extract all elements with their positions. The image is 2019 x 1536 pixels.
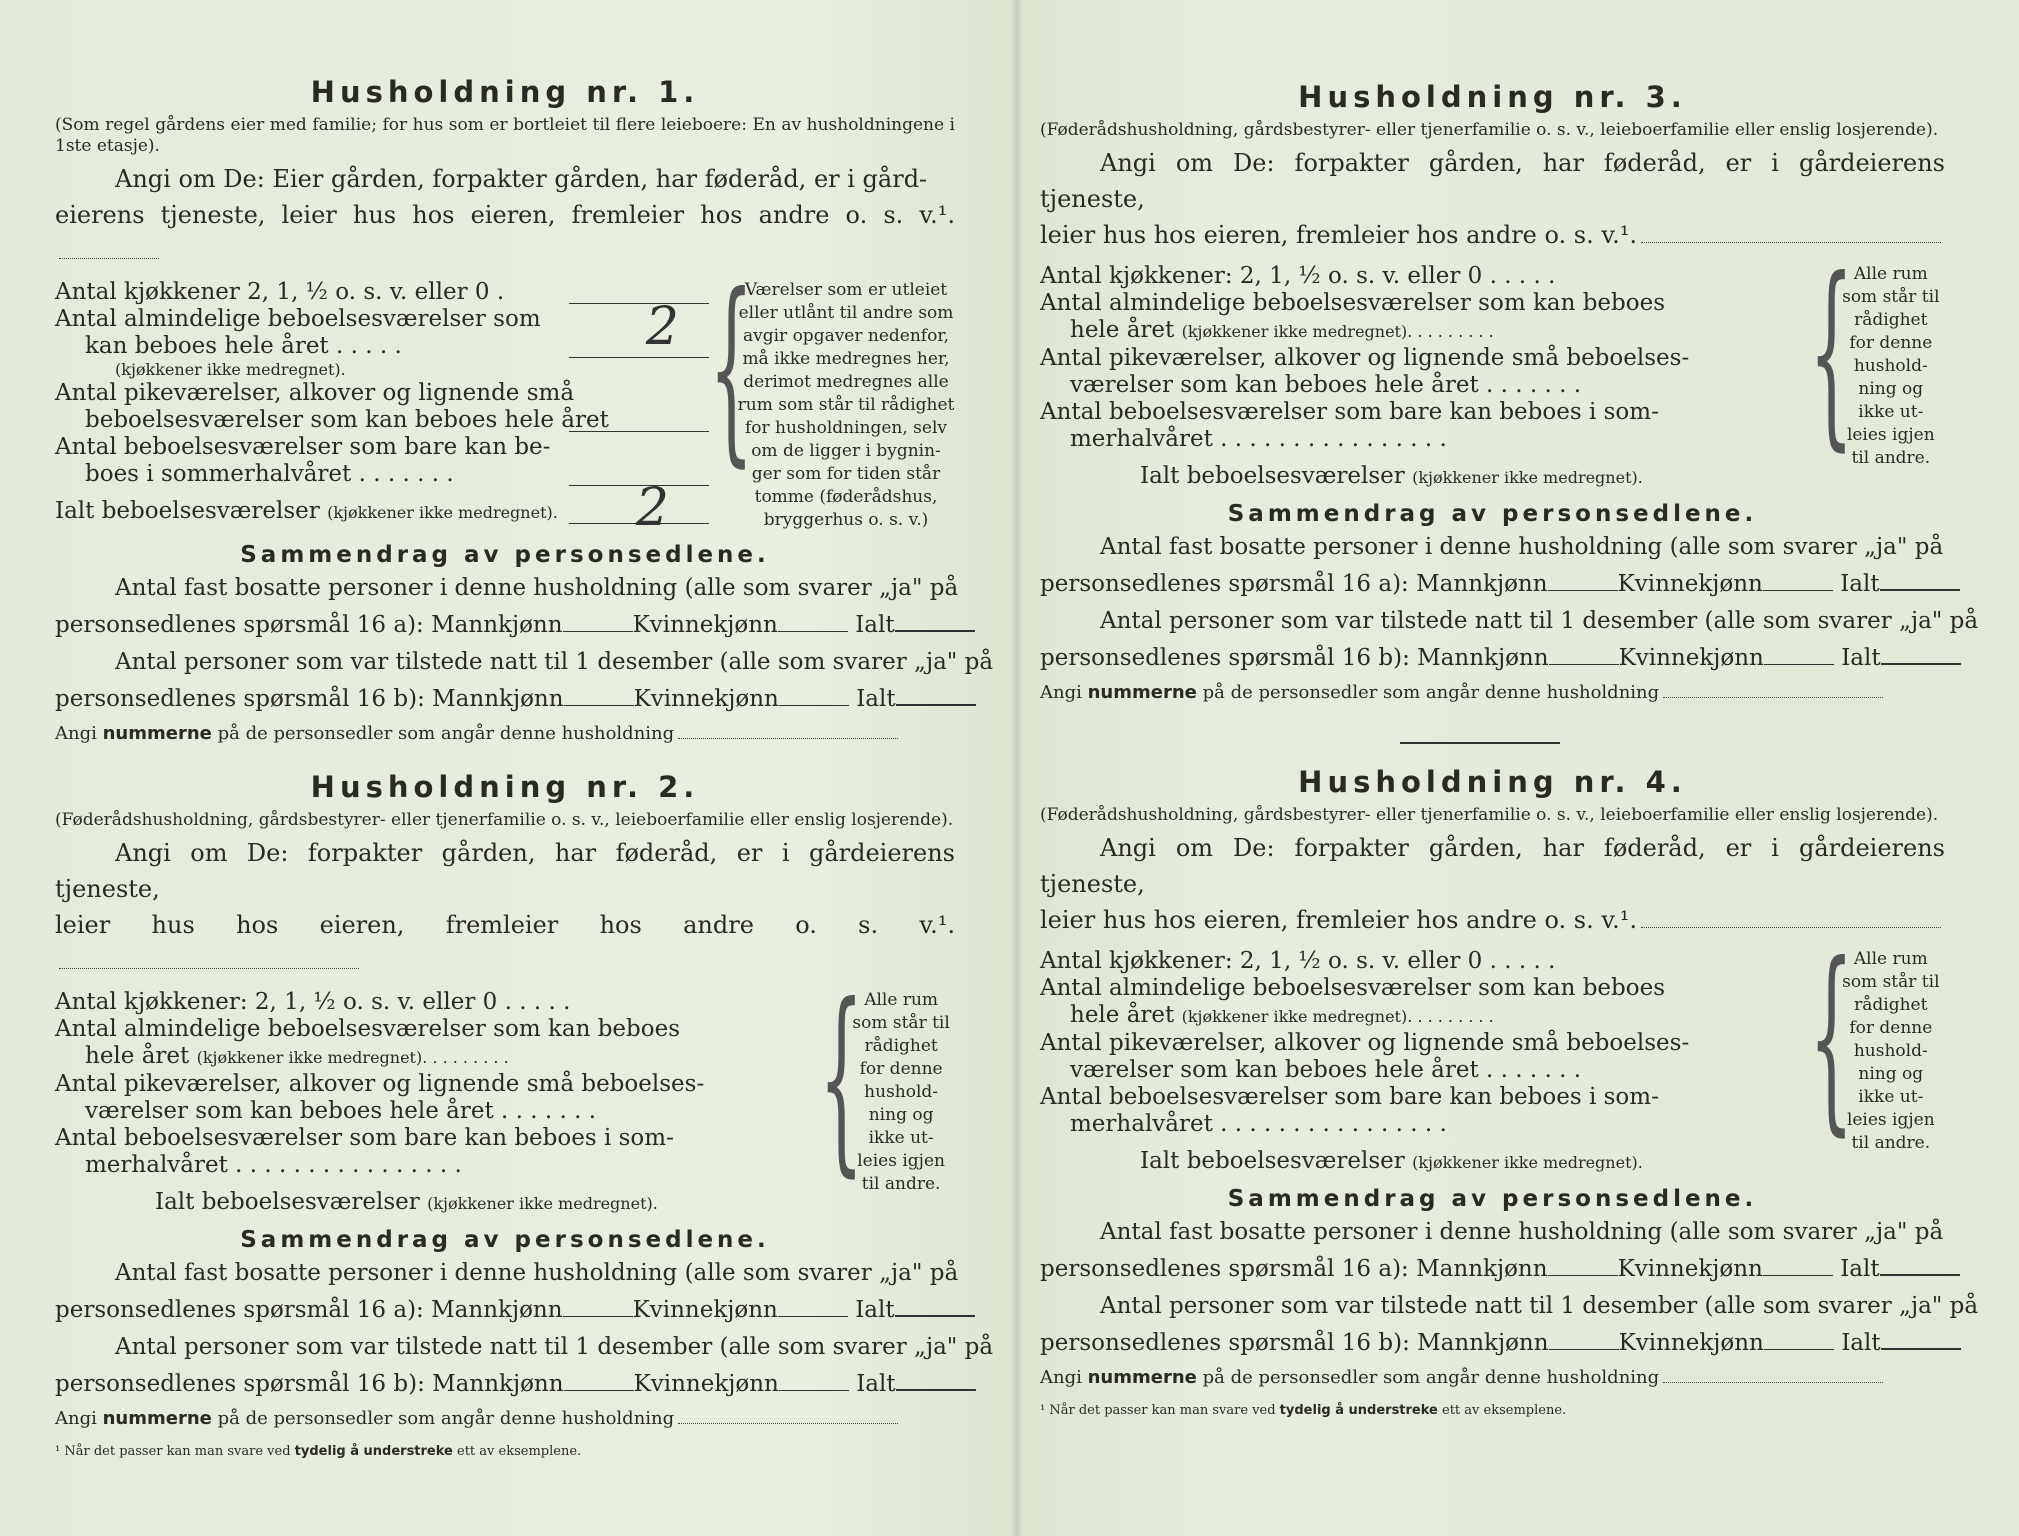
h3-numbers-field[interactable] [1663,696,1883,698]
h4-16a-female[interactable] [1763,1274,1833,1276]
ordinary-rooms-field[interactable] [569,356,709,358]
brace-icon: { [1808,236,1854,469]
h2-16b-female[interactable] [779,1389,849,1391]
h3-16a-female[interactable] [1763,589,1833,591]
household-3: Husholdning nr. 3. (Føderådshusholdning, gårdsbestyrer- eller tjenerfamilie o. s. v., leieboerfamilie eller enslig losjerende). Angi om De: forpakter gården, har føderåd, er i gårdeierens tjeneste, leier hus hos eieren, fremleier hos andre o. s. v.¹. Antal kjøkkener: 2, 1, ½ o. s. v. eller 0 . . . . . Antal almindelige beboelsesværelser som kan beboes hele året (kjøkkener ikke medregnet). . . . . . . . . Antal pikeværelser, alkover og lignende små beboelses- værelser som kan beboes hele året . . . . . . . Antal beboelsesværelser som bare kan beboes i som- merhalvåret . . . . . . . . . . . . . . . . Ialt beboelsesværelser (kjøkkener ikke medregnet). { Alle rum som står til rådighet for denne hushold- ning og ikke ut- leies igjen til andre. Sammendrag av personsedlene. Antal fast bosatte personer i denne husholdning (alle som svarer „ja" på personsedlenes spørsmål 16 a): Mannkjønn Kvinnekjønn Ialt Antal personer som var tilstede natt til 1 desember (alle som svarer „ja" på personsedlenes spørsmål 16 b): Mannkjønn Kvinnekjønn Ialt Angi nummerne på de personsedler som angår denne husholdning [1040,80,1979,703]
h4-16a-total[interactable] [1880,1273,1960,1276]
h3-16b-total[interactable] [1881,662,1961,665]
h4-16a-male[interactable] [1548,1274,1618,1276]
small-rooms-field[interactable] [569,430,709,432]
household-1-question: Angi om De: Eier gården, forpakter gården, har føderåd, er i gård- [115,165,928,193]
footnote-left: ¹ Når det passer kan man svare ved tydelig å understreke ett av eksemplene. [55,1444,582,1459]
h2-16b-male[interactable] [564,1389,634,1391]
h2-16a-female[interactable] [778,1315,848,1317]
household-4-title: Husholdning nr. 4. [1298,765,1687,799]
handwritten-rooms-value: 2 [645,297,679,357]
h1-16a-male[interactable] [563,630,633,632]
h3-16a-total[interactable] [1880,588,1960,591]
h2-16a-male[interactable] [563,1315,633,1317]
brace-icon: { [819,962,864,1195]
h4-16b-male[interactable] [1549,1348,1619,1350]
household-1-question-cont: eierens tjeneste, leier hus hos eieren, fremleier hos andre o. s. v.¹. [55,201,955,229]
h1-16b-female[interactable] [779,704,849,706]
handwritten-total-value: 2 [635,478,669,538]
household-1-summary-title: Sammendrag av personsedlene. [240,542,770,568]
household-1-side-note: Værelser som er utleiet eller utlånt til andre som avgir opgaver nedenfor, må ikke medregnes her, derimot medregnes alle rum som står til rådighet for husholdningen, selv om de ligger i bygnin- ger som for tiden står tomme (føderådshus, bryggerhus o. s. v.) [737,280,955,530]
household-1-note: (Som regel gårdens eier med familie; for hus som er bortleiet til flere leieboere: En av husholdningene i 1ste etasje). [55,115,955,156]
h4-16b-total[interactable] [1881,1347,1961,1350]
h4-answer-field[interactable] [1641,926,1941,928]
household-1-title: Husholdning nr. 1. [310,75,700,109]
h3-answer-field[interactable] [1641,241,1941,243]
household-1-answer-field[interactable] [59,257,159,259]
household-2-title: Husholdning nr. 2. [310,770,700,804]
household-4: Husholdning nr. 4. (Føderådshusholdning, gårdsbestyrer- eller tjenerfamilie o. s. v., leieboerfamilie eller enslig losjerende). Angi om De: forpakter gården, har føderåd, er i gårdeierens tjeneste, leier hus hos eieren, fremleier hos andre o. s. v.¹. Antal kjøkkener: 2, 1, ½ o. s. v. eller 0 . . . . . Antal almindelige beboelsesværelser som kan beboes hele året (kjøkkener ikke medregnet). . . . . . . . . Antal pikeværelser, alkover og lignende små beboelses- værelser som kan beboes hele året . . . . . . . Antal beboelsesværelser som bare kan beboes i som- merhalvåret . . . . . . . . . . . . . . . . Ialt beboelsesværelser (kjøkkener ikke medregnet). { Alle rum som står til rådighet for denne hushold- ning og ikke ut- leies igjen til andre. Sammendrag av personsedlene. Antal fast bosatte personer i denne husholdning (alle som svarer „ja" på personsedlenes spørsmål 16 a): Mannkjønn Kvinnekjønn Ialt Antal personer som var tilstede natt til 1 desember (alle som svarer „ja" på personsedlenes spørsmål 16 b): Mannkjønn Kvinnekjønn Ialt Angi nummerne på de personsedler som angår denne husholdning ¹ Når det passer kan man svare ved tydelig å understreke ett av eksemplene. [1040,765,1979,1418]
h2-16a-total[interactable] [895,1314,975,1317]
right-page [1040,0,1979,1536]
h3-16a-male[interactable] [1548,589,1618,591]
h4-16b-female[interactable] [1764,1348,1834,1350]
h3-16b-female[interactable] [1764,663,1834,665]
h2-answer-field[interactable] [59,967,359,969]
kitchens-row: Antal kjøkkener 2, 1, ½ o. s. v. eller 0 . [55,279,709,306]
h2-16b-total[interactable] [896,1388,976,1391]
brace-icon: { [709,252,754,485]
h1-16a-total[interactable] [895,629,975,632]
h4-numbers-field[interactable] [1663,1381,1883,1383]
brace-icon: { [1808,921,1854,1154]
footnote-right: ¹ Når det passer kan man svare ved tydelig å understreke ett av eksemplene. [1040,1403,1567,1418]
household-1-rooms: Antal kjøkkener 2, 1, ½ o. s. v. eller 0 . Antal almindelige beboelsesværelser som 2 kan beboes hele året . . . . . (kjøkkener ikke medregnet). Antal pikeværelser, alkover og lignende små beboelsesværelser som kan beboes hele året Antal beboelsesværelser som bare kan be- boes i sommerhalvåret . . . . . . . Ialt beboelsesværelser (kjøkkener ikke medregnet). 2 { Værelser som er utleiet eller utlånt til andre som avgir opgaver nedenfor, må ikke medregnes her, derimot medregnes alle rum som står til rådighet for husholdningen, selv om de ligger i bygnin- ger som for tiden står tomme (føderådshus, bryggerhus o. s. v.) [55,252,955,538]
h1-16a-female[interactable] [778,630,848,632]
h1-numbers-field[interactable] [678,737,898,739]
h3-16b-male[interactable] [1549,663,1619,665]
household-2: Husholdning nr. 2. (Føderådshusholdning, gårdsbestyrer- eller tjenerfamilie o. s. v., leieboerfamilie eller enslig losjerende). Angi om De: forpakter gården, har føderåd, er i gårdeierens tjeneste, leier hus hos eieren, fremleier hos andre o. s. v.¹. Antal kjøkkener: 2, 1, ½ o. s. v. eller 0 . . . . . Antal almindelige beboelsesværelser som kan beboes hele året (kjøkkener ikke medregnet). . . . . . . . . Antal pikeværelser, alkover og lignende små beboelses- værelser som kan beboes hele året . . . . . . . Antal beboelsesværelser som bare kan beboes i som- merhalvåret . . . . . . . . . . . . . . . . Ialt beboelsesværelser (kjøkkener ikke medregnet). { Alle rum som står til rådighet for denne hushold- ning og ikke ut- leies igjen til andre. Sammendrag av personsedlene. Antal fast bosatte personer i denne husholdning (alle som svarer „ja" på personsedlenes spørsmål 16 a): Mannkjønn Kvinnekjønn Ialt Antal personer som var tilstede natt til 1 desember (alle som svarer „ja" på personsedlenes spørsmål 16 b): Mannkjønn Kvinnekjønn Ialt Angi nummerne på de personsedler som angår denne husholdning ¹ Når det passer kan man svare ved tydelig å understreke ett av eksemplene. [55,770,994,1459]
page-fold [1010,0,1024,1536]
h1-16b-male[interactable] [564,704,634,706]
kitchens-field[interactable] [569,302,709,304]
left-page [55,0,994,1536]
household-1: Husholdning nr. 1. (Som regel gårdens eier med familie; for hus som er bortleiet til flere leieboere: En av husholdningene i 1ste etasje). Angi om De: Eier gården, forpakter gården, har føderåd, er i gård- eierens tjeneste, leier hus hos eieren, fremleier hos andre o. s. v.¹. Antal kjøkkener 2, 1, ½ o. s. v. eller 0 . Antal almindelige beboelsesværelser som 2 kan beboes hele året . . . . . (kjøkkener ikke medregnet). Antal pikeværelser, alkover og lignende små beboelsesværelser som kan beboes hele året Antal beboelsesværelser som bare kan be- boes i sommerhalvåret . . . . . . . Ialt beboelsesværelser (kjøkkener ikke medregnet). 2 { Værelser som er utleiet eller utlånt til andre som avgir opgaver nedenfor, må ikke medregnes her, derimot medregnes alle rum som står til rådighet for husholdningen, selv om de ligger i bygnin- ger som for tiden står tomme (føderådshus, bryggerhus o. s. v.) Sammendrag av personsedlene. Antal fast bosatte personer i denne husholdning (alle som svarer „ja" på personsedlenes spørsmål 16 a): Mannkjønn Kvinnekjønn Ialt Antal personer som var tilstede natt til 1 desember (alle som svarer „ja" på personsedlenes spørsmål 16 b): Mannkjønn Kvinnekjønn Ialt Angi nummerne på de personsedler som angår denne husholdning [55,75,994,744]
household-3-title: Husholdning nr. 3. [1298,80,1687,114]
h2-numbers-field[interactable] [678,1422,898,1424]
section-divider [1400,742,1560,744]
h1-16b-total[interactable] [896,703,976,706]
